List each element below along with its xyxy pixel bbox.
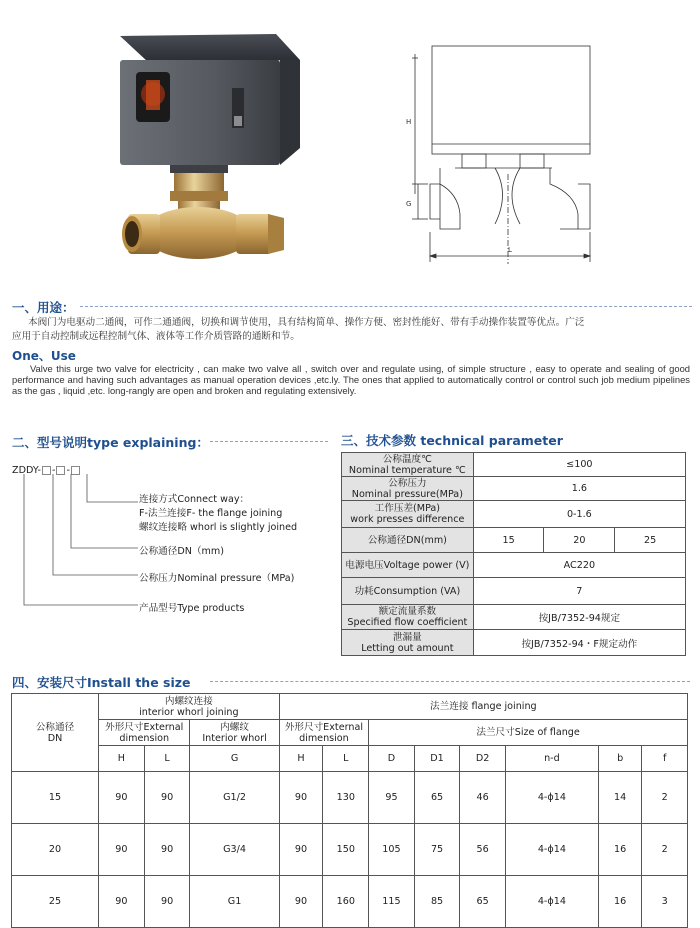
- param-label: [342, 605, 474, 630]
- param-row: [342, 605, 686, 630]
- param-value: 按JB/7352-94规定: [473, 605, 685, 630]
- ext-dim-header-en: dimension: [119, 732, 170, 744]
- col-header: f: [642, 746, 688, 772]
- param-label-en: Nominal pressure(MPa): [351, 488, 463, 500]
- table-cell: 4-ϕ14: [505, 772, 598, 824]
- whorl-header-cn: 内螺纹: [220, 721, 249, 733]
- table-cell: 150: [323, 824, 369, 876]
- param-label-cn: 公称压力: [388, 477, 427, 489]
- col-header: b: [598, 746, 642, 772]
- param-row: [342, 501, 686, 528]
- param-value-dn15: 15: [473, 528, 544, 553]
- col-header: D1: [414, 746, 460, 772]
- whorl-header: [190, 720, 279, 746]
- table-cell: 90: [279, 772, 323, 824]
- table-cell: 90: [144, 772, 190, 824]
- section1-zh-line1: 本阀门为电驱动二通阀，可作二通通阀，切换和调节使用，具有结构简单、操作方便、密封性能好、带有手动操作装置等优点。广泛: [28, 317, 585, 328]
- section1-divider: [80, 306, 692, 308]
- table-cell: 2: [642, 824, 688, 876]
- col-header: L: [323, 746, 369, 772]
- table-cell: 56: [460, 824, 506, 876]
- table-cell: 90: [99, 824, 145, 876]
- param-label: 功耗Consumption (VA): [342, 578, 474, 605]
- drawing-label-g: G: [406, 200, 412, 208]
- param-label-cn: 公称温度℃: [382, 453, 432, 465]
- dn-label: 公称通径DN（mm): [139, 546, 224, 557]
- param-row: [342, 453, 686, 477]
- param-label: 公称通径DN(mm): [342, 528, 474, 553]
- table-cell: 105: [369, 824, 415, 876]
- model-prefix: ZDDY-: [12, 465, 42, 476]
- param-label-en: Nominal temperature ℃: [348, 464, 466, 476]
- table-cell: 2: [642, 772, 688, 824]
- table-cell: 95: [369, 772, 415, 824]
- table-cell: 90: [279, 876, 323, 928]
- table-cell: 85: [414, 876, 460, 928]
- table-cell: G3/4: [190, 824, 279, 876]
- param-value: ≤100: [473, 453, 685, 477]
- interior-header-cn: 内螺纹连接: [164, 695, 213, 707]
- col-header: G: [190, 746, 279, 772]
- table-cell: 75: [414, 824, 460, 876]
- table-cell: 90: [99, 876, 145, 928]
- section1-en-text: Valve this urge two valve for electricity , can make two valve all , switch over and regulate using, of simple structure , easy to operate and sealing of good performance and having such advantages as manual operation devices ,etc.ly. The ones that applied to automatically control or control such job medium pipelines as the gas , liquid ,etc. long-rangly are open and broken and regulating extensively.: [12, 363, 690, 397]
- param-row: [342, 553, 686, 578]
- ext-dim2-header: [279, 720, 368, 746]
- param-label: [342, 453, 474, 477]
- model-code: ZDDY- - -: [12, 465, 81, 476]
- param-value: 7: [473, 578, 685, 605]
- table-cell: 90: [144, 876, 190, 928]
- table-cell: 65: [460, 876, 506, 928]
- table-cell: 46: [460, 772, 506, 824]
- param-value: AC220: [473, 553, 685, 578]
- table-cell: 25: [12, 876, 99, 928]
- section3-title: 三、技术参数 technical parameter: [341, 433, 563, 448]
- size-header-row-2: [12, 720, 688, 746]
- table-cell: G1: [190, 876, 279, 928]
- table-cell: 16: [598, 824, 642, 876]
- whorl-label: 螺纹连接略 whorl is slightly joined: [139, 522, 298, 533]
- table-cell: 115: [369, 876, 415, 928]
- interior-header: [99, 694, 280, 720]
- table-row: [12, 824, 688, 876]
- model-leader-lines: [20, 474, 140, 610]
- section4-title: 四、安装尺寸Install the size: [12, 675, 191, 690]
- valve-dimension-drawing: [400, 44, 610, 274]
- type-label: 产品型号Type products: [139, 603, 245, 614]
- parameter-table: [341, 452, 686, 656]
- param-label-en: Letting out amount: [361, 642, 454, 654]
- param-row: [342, 630, 686, 656]
- param-label-cn: 工作压差(MPa): [374, 503, 441, 514]
- param-label-en: Specified flow coefficient: [347, 617, 468, 628]
- section2-title: 二、型号说明type explaining：: [12, 435, 209, 450]
- table-cell: 65: [414, 772, 460, 824]
- pressure-label: 公称压力Nominal pressure（MPa): [139, 573, 295, 584]
- ext-dim-header-cn: 外形尺寸External: [105, 721, 184, 733]
- section4-divider: [210, 681, 690, 683]
- whorl-header-en: Interior whorl: [202, 732, 267, 744]
- param-label-en: work presses difference: [350, 514, 465, 525]
- drawing-label-l: L: [508, 246, 512, 254]
- section1-en-title: One、Use: [12, 349, 76, 363]
- valve-product-photo: [108, 28, 320, 274]
- flange-label: F-法兰连接F- the flange joining: [139, 508, 283, 519]
- connect-way-label: 连接方式Connect way：: [139, 494, 250, 505]
- drawing-label-h: H: [406, 118, 412, 126]
- col-header: H: [99, 746, 145, 772]
- dn-header-cn: 公称通径: [35, 721, 75, 733]
- param-value-dn25: 25: [615, 528, 686, 553]
- section2-divider: [210, 441, 328, 443]
- table-cell: 20: [12, 824, 99, 876]
- table-cell: 4-ϕ14: [505, 876, 598, 928]
- table-row: [12, 876, 688, 928]
- flange-joining-header: 法兰连接 flange joining: [279, 694, 687, 720]
- table-cell: 130: [323, 772, 369, 824]
- table-cell: 90: [99, 772, 145, 824]
- col-header: D: [369, 746, 415, 772]
- param-value: 1.6: [473, 477, 685, 501]
- size-header-row-1: [12, 694, 688, 720]
- param-row: [342, 578, 686, 605]
- param-row: [342, 477, 686, 501]
- param-value: 按JB/7352-94・F规定动作: [473, 630, 685, 656]
- param-label: [342, 477, 474, 501]
- table-cell: 160: [323, 876, 369, 928]
- table-cell: 4-ϕ14: [505, 824, 598, 876]
- ext-dim2-header-cn: 外形尺寸External: [284, 721, 363, 733]
- section1-zh-line2: 应用于自动控制或远程控制气体、液体等工作介质管路的通断和节。: [12, 331, 300, 342]
- col-header: L: [144, 746, 190, 772]
- table-cell: 15: [12, 772, 99, 824]
- ext-dim2-header-en: dimension: [299, 732, 349, 744]
- size-header-row-3: [12, 746, 688, 772]
- col-header: H: [279, 746, 323, 772]
- table-cell: 16: [598, 876, 642, 928]
- flange-size-header: 法兰尺寸Size of flange: [369, 720, 688, 746]
- table-cell: 3: [642, 876, 688, 928]
- param-label: [342, 630, 474, 656]
- param-label-cn: 泄漏量: [392, 631, 422, 643]
- param-label: 电源电压Voltage power (V): [342, 553, 474, 578]
- param-row: [342, 528, 686, 553]
- dn-header-en: DN: [47, 732, 63, 744]
- interior-header-en: interior whorl joining: [139, 706, 239, 718]
- table-cell: 14: [598, 772, 642, 824]
- col-header: n-d: [505, 746, 598, 772]
- param-value-dn20: 20: [544, 528, 615, 553]
- table-cell: G1/2: [190, 772, 279, 824]
- ext-dim-header: [99, 720, 190, 746]
- section1-title: 一、用途：: [12, 300, 75, 315]
- param-label-cn: 额定流量系数: [378, 606, 437, 617]
- param-label: [342, 501, 474, 528]
- table-cell: 90: [144, 824, 190, 876]
- col-header: D2: [460, 746, 506, 772]
- dn-header: [12, 694, 99, 772]
- param-value: 0-1.6: [473, 501, 685, 528]
- table-cell: 90: [279, 824, 323, 876]
- table-row: [12, 772, 688, 824]
- install-size-table: [11, 693, 688, 928]
